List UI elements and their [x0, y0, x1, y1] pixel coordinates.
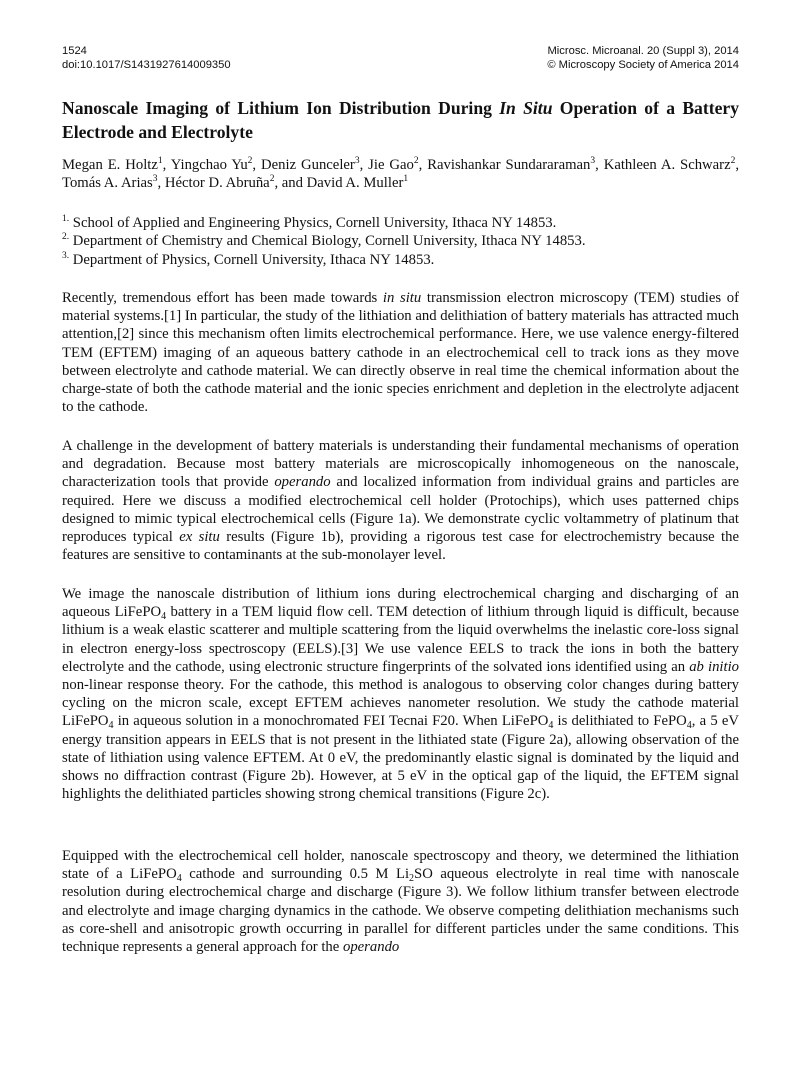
author: Yingchao Yu$^2$, [170, 156, 262, 173]
journal-citation: Microsc. Microanal. 20 (Suppl 3), 2014 [547, 45, 739, 57]
copyright-notice: © Microscopy Society of America 2014 [547, 59, 739, 71]
author: Jie Gao$^2$, [368, 156, 428, 173]
body-paragraph-3: We image the nanoscale distribution of lithium ions during electrochemical charging and discharging of an aqueous LiFePO$_4$ battery in a TEM liquid flow cell. TEM detection of lithium through liquid is difficult, because lithium is a weak elastic scatterer and multiple scattering from the liquid overwhelms the inelastic core-loss signal in electron energy-loss spectroscopy (EELS).[3] We use valence EELS to track the ions in both the battery electrolyte and the cathode, using electronic structure fingerprints of the solvated ions identified using an ab initio non-linear response theory. For the cathode, this method is analogous to observing color changes during battery cycling on the micron scale, except EFTEM achieves nanometer resolution. We study the cathode material LiFePO$_4$ in aqueous solution in a monochromated FEI Tecnai F20. When LiFePO$_4$ is delithiated to FePO$_4$, a 5 eV energy transition appears in EELS that is not present in the lithiated state (Figure 2a), allowing observation of the state of lithiation using valence EFTEM. At 0 eV, the predominantly elastic signal is dominated by the liquid and shows no diffraction contrast (Figure 2b). However, at 5 eV in the optical gap of the liquid, the EFTEM signal highlights the delithiated particles showing strong chemical transitions (Figure 2c). [62, 586, 740, 803]
body-paragraph-4: Equipped with the electrochemical cell holder, nanoscale spectroscopy and theory, we determined the lithiation state of a LiFePO$_4$ cathode and surrounding 0.5 M $Li_2SO$ aqueous electrolyte in real time with nanoscale resolution during electrochemical charge and discharge (Figure 3). We follow lithium transfer between electrode and electrolyte and image charging dynamics in the cathode. We observe competing delithiation mechanisms such as core-shell and anisotropic growth occurring in parallel for different particles under the same conditions. This technique represents a general approach for the operando [62, 848, 739, 956]
title-text: Nanoscale Imaging of Lithium Ion Distribution During [62, 98, 500, 118]
author: David A. Muller$^1$ [306, 174, 409, 192]
author: Kathleen A. Schwarz$^2$, [603, 156, 740, 173]
header-right [547, 44, 739, 72]
author: Héctor D. Abruña$^2$, and [164, 174, 307, 192]
body-paragraph-2: A challenge in the development of battery materials is understanding their fundamental mechanisms of operation and degradation. Because most battery materials are microscopically inhomogeneous on the nanoscale, characterization tools that provide operando and localized information from individual grains and particles are required. Here we discuss a modified electrochemical cell holder (Protochips), which uses patterned chips designed to mimic typical electrochemical cells (Figure 1a). We demonstrate cyclic voltammetry of platinum that reproduces typical ex situ results (Figure 1b), providing a rigorous test case for electrochemistry because the features are sensitive to contaminants at the sub-monolayer level. [62, 438, 740, 564]
affiliation: $^{2.}$ Department of Chemistry and Chemical Biology, Cornell University, Ithaca NY 14853. [62, 232, 586, 250]
affiliation: $^{3.}$ Department of Physics, Cornell University, Ithaca NY 14853. [62, 250, 435, 268]
author: Ravishankar Sundararaman$^3$, [427, 156, 604, 173]
title-text-end: Operation of a Battery Electrode and Electrolyte [62, 98, 739, 142]
doi: doi:10.1017/S1431927614009350 [62, 59, 231, 71]
title-italic: In Situ [499, 98, 553, 118]
affiliation-list [62, 214, 739, 269]
author: Tomás A. Arias$^3$, [62, 174, 165, 192]
author: Deniz Gunceler$^3$, [261, 156, 369, 173]
body-paragraph-1: Recently, tremendous effort has been made towards in situ transmission electron microscopy (TEM) studies of material systems.[1] In particular, the study of the lithiation and delithiation of battery materials has attracted much attention,[2] since this mechanism often limits electrochemical performance. Here, we use valence energy-filtered TEM (EFTEM) imaging of an aqueous battery cathode in an electrochemical cell to track ions as they move between electrolyte and cathode material. We can directly observe in real time the chemical information about the charge-state of both the cathode material and the ionic species enrichment and depletion in the electrolyte adjacent to the cathode. [62, 290, 739, 416]
author-list [62, 156, 739, 192]
header-left [62, 44, 231, 72]
page-number: 1524 [62, 45, 87, 57]
paper-title [62, 96, 739, 144]
affiliation: $^{1.}$ School of Applied and Engineering Physics, Cornell University, Ithaca NY 14853. [62, 214, 557, 231]
author: Megan E. Holtz$^1$, [62, 156, 171, 173]
